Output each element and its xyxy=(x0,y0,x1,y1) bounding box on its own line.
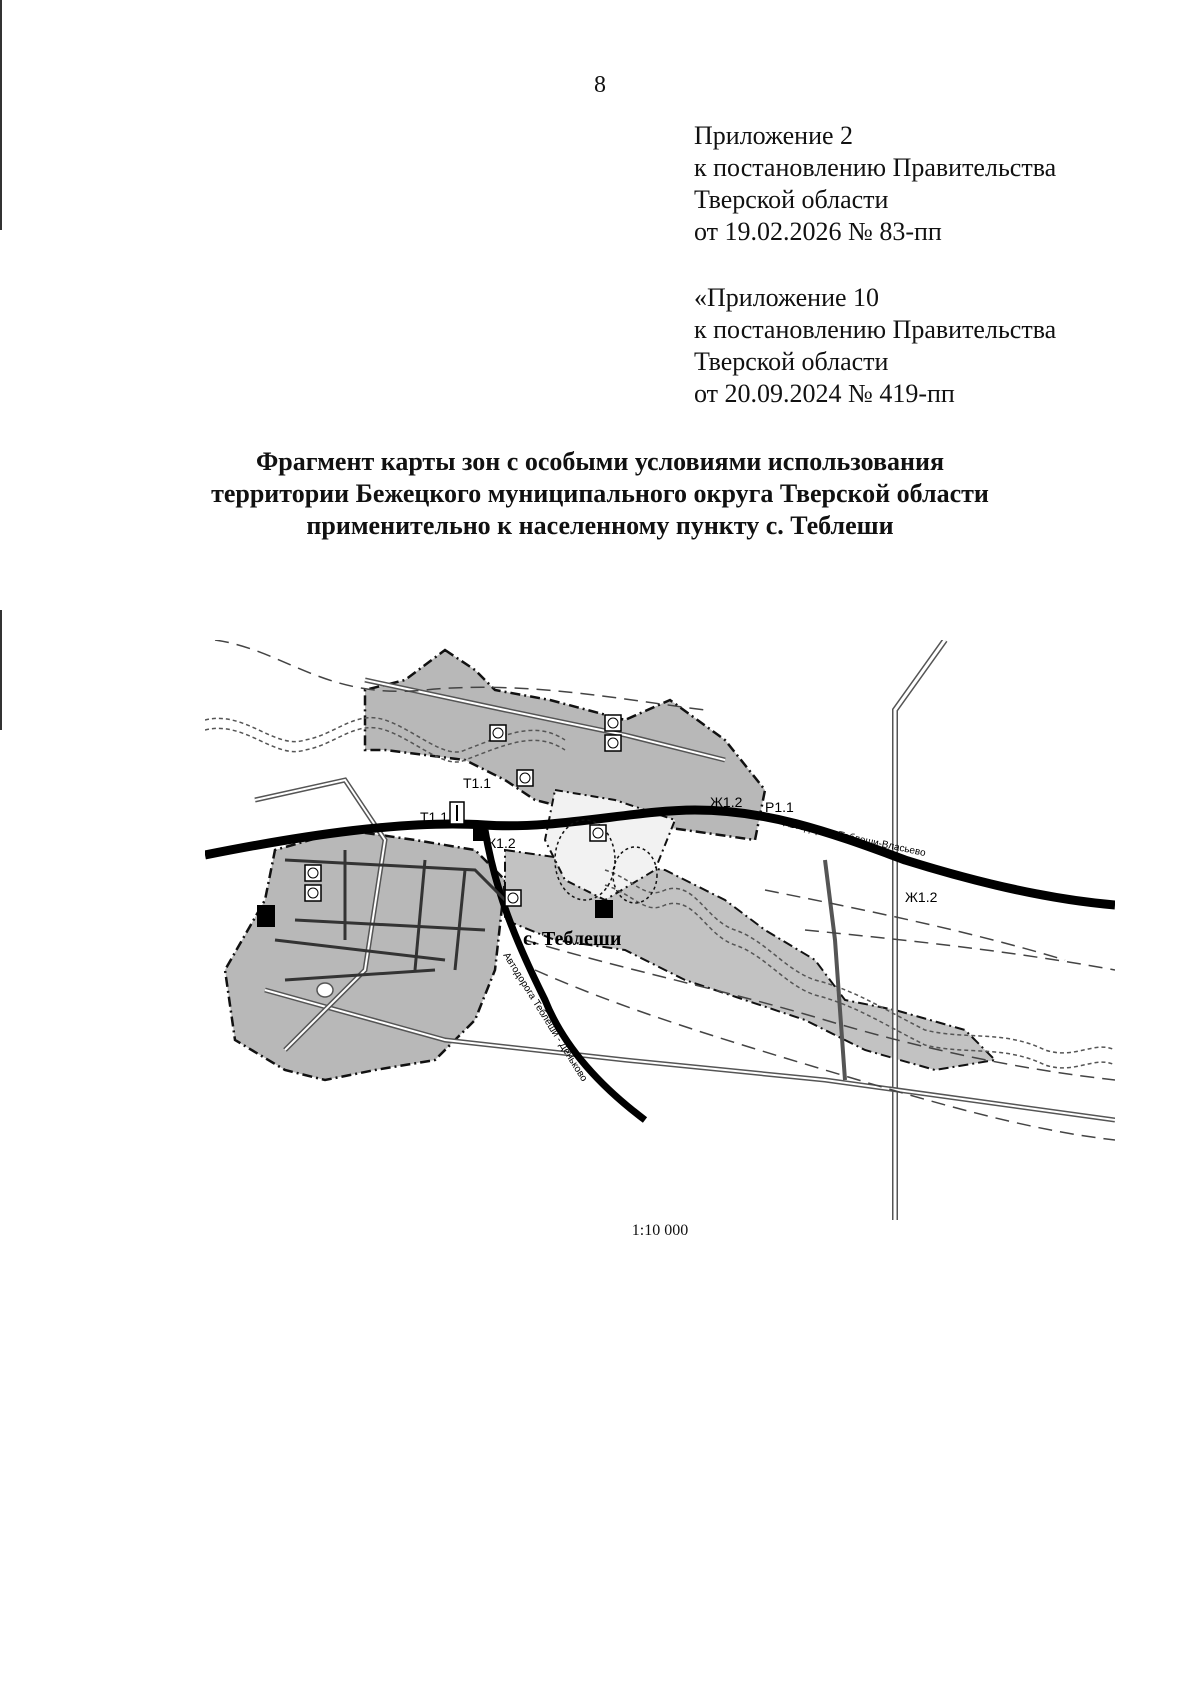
object-icon-6 xyxy=(305,865,321,881)
object-icon-3 xyxy=(605,735,621,751)
scan-edge-mark-mid xyxy=(0,610,2,730)
zone-circle-3 xyxy=(317,983,333,997)
label-zh12-a: Ж1.2 xyxy=(710,794,743,810)
label-k12: К1.2 xyxy=(488,835,516,851)
appendix-original-header xyxy=(694,282,1056,410)
marker-square-3 xyxy=(595,900,613,918)
object-icon-5 xyxy=(590,825,606,841)
appendix-current-line3: Тверской области xyxy=(694,185,889,214)
appendix-current-line1: Приложение 2 xyxy=(694,121,854,150)
label-zh12-b: Ж1.2 xyxy=(905,889,938,905)
label-t11-a: Т1.1 xyxy=(463,775,492,791)
map-title-line2: территории Бежецкого муниципального округа Тверской области xyxy=(211,479,989,508)
page-number: 8 xyxy=(594,72,606,98)
object-icon-8 xyxy=(505,890,521,906)
road-double-east-inner xyxy=(895,640,945,1220)
appendix-current-line4: от 19.02.2026 № 83-пп xyxy=(694,217,942,246)
settlement-label: с. Теблеши xyxy=(523,928,622,950)
road-double-east-spur xyxy=(825,860,845,1080)
map-title xyxy=(100,446,1100,542)
object-icon-7 xyxy=(305,885,321,901)
marker-square-2 xyxy=(473,825,487,841)
map-title-line1: Фрагмент карты зон с особыми условиями использования xyxy=(255,447,945,476)
appendix-current-header xyxy=(694,120,1056,248)
map-title-line3: применительно к населенному пункту с. Теблеши xyxy=(306,511,894,540)
appendix-original-line2: к постановлению Правительства xyxy=(694,315,1057,344)
road-double-east xyxy=(895,640,945,1220)
object-icon-4 xyxy=(517,770,533,786)
object-icon-9 xyxy=(450,802,464,824)
appendix-current-line2: к постановлению Правительства xyxy=(694,153,1057,182)
appendix-original-line4: от 20.09.2024 № 419-пп xyxy=(694,379,955,408)
map-scale: 1:10 000 xyxy=(631,1222,689,1239)
appendix-original-line3: Тверской области xyxy=(694,347,889,376)
object-icon-1 xyxy=(490,725,506,741)
road-label-denkovo: Автодорога Теблеши - Деньково xyxy=(500,950,590,1084)
road-label-vlasevo: Автодорога Теблеши-Власьево xyxy=(782,818,927,860)
scan-edge-mark-top xyxy=(0,0,2,230)
label-t11-b: Т1.1 xyxy=(420,809,449,825)
appendix-original-line1: «Приложение 10 xyxy=(694,283,880,312)
label-r11: Р1.1 xyxy=(765,799,794,815)
object-icon-2 xyxy=(605,715,621,731)
marker-square-1 xyxy=(257,905,275,927)
zone-map xyxy=(205,640,1115,1220)
